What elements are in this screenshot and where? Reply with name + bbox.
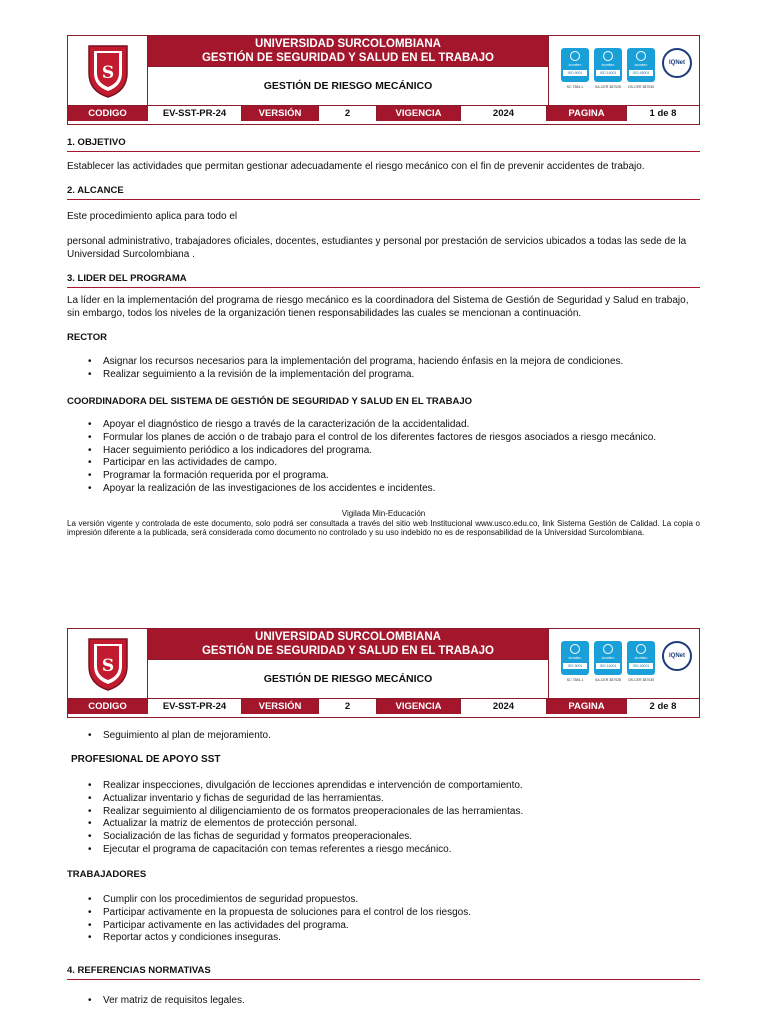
icontec-cert-badge: icontec ISO 14001 bbox=[594, 641, 622, 675]
header-title-bar bbox=[148, 629, 548, 659]
profesional-list bbox=[67, 780, 700, 857]
section-objetivo-heading: 1. OBJETIVO bbox=[67, 137, 700, 152]
vigencia-value: 2024 bbox=[461, 699, 547, 714]
coordinadora-list bbox=[67, 419, 700, 496]
vigencia-label: VIGENCIA bbox=[377, 699, 461, 714]
iqnet-logo: IQNet bbox=[662, 641, 692, 671]
icontec-cert-badge: icontec ISO 45001 bbox=[627, 641, 655, 675]
document-meta-row bbox=[68, 105, 699, 121]
page-footer bbox=[67, 509, 700, 538]
university-logo bbox=[68, 629, 148, 698]
version-label: VERSIÓN bbox=[242, 106, 319, 121]
list-item: • Participar activamente en las actividades del programa. bbox=[103, 920, 700, 933]
pagina-value: 1 de 8 bbox=[649, 108, 677, 119]
alcance-text-1: Este procedimiento aplica para todo el bbox=[67, 211, 238, 222]
icontec-cert-badge: icontec ISO 9001 bbox=[561, 48, 589, 82]
icontec-cert-badge: icontec ISO 45001 bbox=[627, 48, 655, 82]
certification-logos bbox=[548, 36, 699, 105]
codigo-value: EV-SST-PR-24 bbox=[148, 699, 242, 714]
codigo-label: CODIGO bbox=[68, 699, 148, 714]
icontec-cert-badge: icontec ISO 14001 bbox=[594, 48, 622, 82]
referencias-list bbox=[67, 995, 700, 1008]
list-item: • Asignar los recursos necesarios para la implementación del programa, haciendo énfasis en la mejora de condiciones. bbox=[103, 356, 700, 369]
list-item: • Participar en las actividades de campo. bbox=[103, 457, 700, 470]
shield-logo-icon bbox=[85, 43, 131, 99]
codigo-label: CODIGO bbox=[68, 106, 148, 121]
list-item: • Formular los planes de acción o de trabajo para el control de los diferentes factores de riesgos asociados a riesgo mecánico. bbox=[103, 432, 700, 445]
trabajadores-subheading: TRABAJADORES bbox=[67, 869, 147, 880]
list-item: • Seguimiento al plan de mejoramiento. bbox=[103, 730, 700, 743]
system-name: GESTIÓN DE SEGURIDAD Y SALUD EN EL TRABAJO bbox=[201, 52, 494, 64]
shield-logo-icon bbox=[85, 636, 131, 692]
document-meta-row bbox=[68, 698, 699, 714]
version-value: 2 bbox=[319, 106, 377, 121]
trabajadores-list bbox=[67, 894, 700, 945]
list-item: • Realizar seguimiento a la revisión de la implementación del programa. bbox=[103, 369, 700, 382]
university-logo bbox=[68, 36, 148, 105]
objetivo-text: Establecer las actividades que permitan gestionar adecuadamente el riesgo mecánico con el fin de prevenir accidentes de trabajo. bbox=[67, 161, 645, 172]
lider-text: La líder en la implementación del programa de riesgo mecánico es la coordinadora del Sistema de Gestión de Seguridad y Salud en trabajo, sin embargo, todos los niveles de la organización tienen responsabilidades las cuales se mencionan a continuación. bbox=[67, 295, 689, 319]
pagina-label: PAGINA bbox=[547, 106, 627, 121]
cert-code: SC 7384-1 bbox=[566, 678, 584, 682]
icontec-cert-badge: icontec ISO 9001 bbox=[561, 641, 589, 675]
cert-code: SA-CER 387028 bbox=[595, 85, 621, 89]
svg-text:S: S bbox=[101, 655, 114, 676]
section-lider-heading: 3. LIDER DEL PROGRAMA bbox=[67, 273, 700, 288]
pagina-label: PAGINA bbox=[547, 699, 627, 714]
system-name: GESTIÓN DE SEGURIDAD Y SALUD EN EL TRABAJO bbox=[201, 645, 494, 657]
header-title-bar bbox=[148, 36, 548, 66]
svg-text:S: S bbox=[101, 62, 114, 83]
codigo-value: EV-SST-PR-24 bbox=[148, 106, 242, 121]
list-item: • Actualizar la matriz de elementos de protección personal. bbox=[103, 818, 700, 831]
version-value: 2 bbox=[319, 699, 377, 714]
list-item: • Realizar seguimiento al diligenciamiento de os formatos preoperacionales de las herramientas. bbox=[103, 806, 700, 819]
alcance-text-2: personal administrativo, trabajadores oficiales, docentes, estudiantes y personal por prestación de servicios ubicados a todas las sede de la Universidad Surcolombiana . bbox=[67, 236, 687, 260]
cert-code: SC 7384-1 bbox=[566, 85, 584, 89]
cert-code: OS-CER 387030 bbox=[627, 678, 655, 682]
coordinadora-subheading: COORDINADORA DEL SISTEMA DE GESTIÓN DE SEGURIDAD Y SALUD EN EL TRABAJO bbox=[67, 396, 473, 407]
iqnet-logo: IQNet bbox=[662, 48, 692, 78]
list-item: • Apoyar el diagnóstico de riesgo a través de la caracterización de la accidentalidad. bbox=[103, 419, 700, 432]
rector-list bbox=[67, 356, 700, 382]
list-item: • Ejecutar el programa de capacitación con temas referentes a riesgo mecánico. bbox=[103, 844, 700, 857]
list-item: • Socialización de las fichas de seguridad y formatos preoperacionales. bbox=[103, 831, 700, 844]
list-item: • Ver matriz de requisitos legales. bbox=[103, 995, 700, 1008]
vigencia-label: VIGENCIA bbox=[377, 106, 461, 121]
rector-subheading: RECTOR bbox=[67, 332, 107, 343]
list-item: • Reportar actos y condiciones inseguras. bbox=[103, 932, 700, 945]
document-header-page2 bbox=[67, 628, 700, 718]
list-item: • Cumplir con los procedimientos de seguridad propuestos. bbox=[103, 894, 700, 907]
university-name: UNIVERSIDAD SURCOLOMBIANA bbox=[255, 631, 441, 643]
footer-vigilada: Vigilada Min-Educación bbox=[341, 509, 426, 518]
list-item: • Hacer seguimiento periódico a los indicadores del programa. bbox=[103, 445, 700, 458]
document-header-page1 bbox=[67, 35, 700, 125]
university-name: UNIVERSIDAD SURCOLOMBIANA bbox=[255, 38, 441, 50]
list-item: • Apoyar la realización de las investigaciones de los accidentes e incidentes. bbox=[103, 483, 700, 496]
list-item: • Realizar inspecciones, divulgación de lecciones aprendidas e intervención de comportamiento. bbox=[103, 780, 700, 793]
version-label: VERSIÓN bbox=[242, 699, 319, 714]
list-item: • Actualizar inventario y fichas de seguridad de las herramientas. bbox=[103, 793, 700, 806]
list-item: • Programar la formación requerida por el programa. bbox=[103, 470, 700, 483]
pagina-value: 2 de 8 bbox=[649, 701, 677, 712]
document-title: GESTIÓN DE RIESGO MECÁNICO bbox=[148, 659, 548, 698]
continued-list bbox=[67, 730, 700, 743]
profesional-subheading: PROFESIONAL DE APOYO SST bbox=[71, 754, 221, 765]
vigencia-value: 2024 bbox=[461, 106, 547, 121]
document-title: GESTIÓN DE RIESGO MECÁNICO bbox=[148, 66, 548, 105]
section-alcance-heading: 2. ALCANCE bbox=[67, 185, 700, 200]
cert-code: SA-CER 387028 bbox=[595, 678, 621, 682]
list-item: • Participar activamente en la propuesta de soluciones para el control de los riesgos. bbox=[103, 907, 700, 920]
section-referencias-heading: 4. REFERENCIAS NORMATIVAS bbox=[67, 965, 700, 980]
footer-disclaimer: La versión vigente y controlada de este documento, solo podrá ser consultada a través del sitio web Institucional www.usco.edu.co, link Sistema Gestión de Calidad. La copia o impresión diferente a la publicada, será considerada como documento no controlado y su uso indebido no es de responsabilidad de la Universidad Surcolombiana. bbox=[67, 518, 700, 537]
cert-code: OS-CER 387030 bbox=[627, 85, 655, 89]
certification-logos bbox=[548, 629, 699, 698]
